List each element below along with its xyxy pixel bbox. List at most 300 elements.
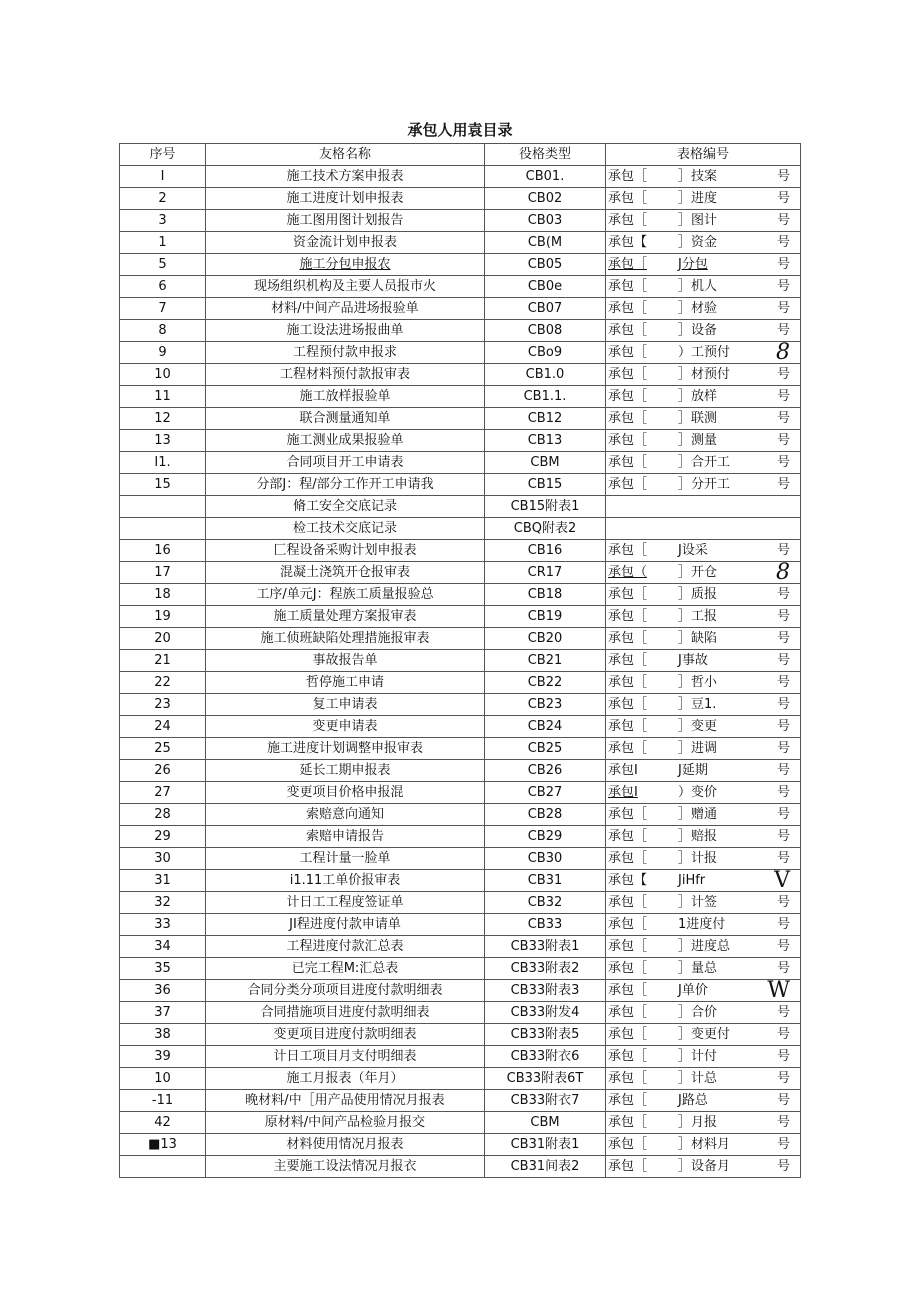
form-type: CB27 xyxy=(485,782,606,804)
form-number xyxy=(606,1112,801,1134)
form-number-prefix: 承包［ xyxy=(608,411,648,426)
form-type: CB29 xyxy=(485,826,606,848)
row-index: 21 xyxy=(120,650,206,672)
row-index: 10 xyxy=(120,364,206,386)
form-number-prefix: 承包［ xyxy=(608,609,648,624)
form-number xyxy=(606,386,801,408)
form-type: CB33 xyxy=(485,914,606,936)
form-number xyxy=(606,474,801,496)
form-name: 施工进度计划申报表 xyxy=(206,188,485,210)
form-number-suffix: 号 xyxy=(776,213,790,228)
form-number-code: ］哲小 xyxy=(678,675,718,690)
form-name: 原材料/中间产品检验月报交 xyxy=(206,1112,485,1134)
row-index: 18 xyxy=(120,584,206,606)
form-number-code: ］材料月 xyxy=(678,1137,731,1152)
table-row xyxy=(120,584,801,606)
form-number xyxy=(606,1068,801,1090)
form-type: CB33附衣7 xyxy=(485,1090,606,1112)
form-number-prefix: 承包［ xyxy=(608,587,648,602)
table-row xyxy=(120,430,801,452)
form-number xyxy=(606,254,801,276)
form-number-code: ］联测 xyxy=(678,411,718,426)
form-type: CB23 xyxy=(485,694,606,716)
form-name: 事故报告单 xyxy=(206,650,485,672)
form-number xyxy=(606,672,801,694)
form-type: CB16 xyxy=(485,540,606,562)
form-number-prefix: 承包［ xyxy=(608,169,648,184)
form-type: CB1.1. xyxy=(485,386,606,408)
header-form-type: 役格类型 xyxy=(485,144,606,166)
table-row xyxy=(120,562,801,584)
table-row xyxy=(120,342,801,364)
form-name: 资金流计划申报表 xyxy=(206,232,485,254)
table-row xyxy=(120,848,801,870)
form-name: 施工质量处理方案报审表 xyxy=(206,606,485,628)
form-type: CB05 xyxy=(485,254,606,276)
form-number-code: ］赠通 xyxy=(678,807,718,822)
row-index: 34 xyxy=(120,936,206,958)
table-row xyxy=(120,738,801,760)
form-number-code: ］合价 xyxy=(678,1005,718,1020)
row-index: ■13 xyxy=(120,1134,206,1156)
form-number-code: ］缺陷 xyxy=(678,631,718,646)
form-name: 哲停施工申请 xyxy=(206,672,485,694)
row-index: 16 xyxy=(120,540,206,562)
form-number-suffix: 号 xyxy=(776,917,790,932)
form-number-code: ］量总 xyxy=(678,961,718,976)
form-number-suffix: 号 xyxy=(776,829,790,844)
form-number-suffix: 号 xyxy=(776,609,790,624)
form-type: CBo9 xyxy=(485,342,606,364)
form-type: CB30 xyxy=(485,848,606,870)
form-number-suffix: 8 xyxy=(776,341,790,364)
form-number-code: J设采 xyxy=(678,543,708,558)
form-number-code: ］机人 xyxy=(678,279,718,294)
table-row xyxy=(120,188,801,210)
table-row xyxy=(120,892,801,914)
form-number-suffix: 号 xyxy=(776,675,790,690)
form-number-prefix: 承包［ xyxy=(608,191,648,206)
form-number xyxy=(606,914,801,936)
form-type: CB21 xyxy=(485,650,606,672)
form-name: 变更项目价格申报混 xyxy=(206,782,485,804)
table-row xyxy=(120,298,801,320)
form-number xyxy=(606,870,801,892)
form-number xyxy=(606,540,801,562)
form-number xyxy=(606,562,801,584)
form-name: 联合测量通知单 xyxy=(206,408,485,430)
form-type: CB15 xyxy=(485,474,606,496)
form-number-suffix: 号 xyxy=(776,1093,790,1108)
form-number-code: ］技案 xyxy=(678,169,718,184)
row-index: 25 xyxy=(120,738,206,760)
form-type: CBQ附表2 xyxy=(485,518,606,540)
form-number-code: ］设备月 xyxy=(678,1159,731,1174)
form-number xyxy=(606,892,801,914)
form-number xyxy=(606,584,801,606)
form-number-code: ］计付 xyxy=(678,1049,718,1064)
row-index: 27 xyxy=(120,782,206,804)
row-index: 5 xyxy=(120,254,206,276)
table-row xyxy=(120,1068,801,1090)
form-name: 工序/单元J：程族工质量报验总 xyxy=(206,584,485,606)
form-number-prefix: 承包［ xyxy=(608,631,648,646)
form-name: 复工申请表 xyxy=(206,694,485,716)
form-number-code: ］测量 xyxy=(678,433,718,448)
form-number-suffix: 号 xyxy=(776,851,790,866)
form-name: 计日工工程度签证单 xyxy=(206,892,485,914)
form-number-code: J分包 xyxy=(678,257,708,272)
table-row xyxy=(120,606,801,628)
form-number-suffix: 号 xyxy=(776,1005,790,1020)
form-type: CB13 xyxy=(485,430,606,452)
form-number-code: JiHfr xyxy=(678,873,706,888)
form-number-suffix: 号 xyxy=(776,301,790,316)
form-number-suffix: 号 xyxy=(776,279,790,294)
row-index xyxy=(120,496,206,518)
form-number-code: ］材验 xyxy=(678,301,718,316)
table-row xyxy=(120,782,801,804)
form-type: CB08 xyxy=(485,320,606,342)
form-number-prefix: 承包［ xyxy=(608,675,648,690)
row-index: 32 xyxy=(120,892,206,914)
form-number-code: ］计总 xyxy=(678,1071,718,1086)
form-number-suffix: 号 xyxy=(776,807,790,822)
form-number xyxy=(606,232,801,254)
form-name: 晚材料/中［用产品使用情况月报表 xyxy=(206,1090,485,1112)
row-index: 30 xyxy=(120,848,206,870)
table-row xyxy=(120,276,801,298)
form-name: 施工技术方案申报表 xyxy=(206,166,485,188)
row-index: 35 xyxy=(120,958,206,980)
table-row xyxy=(120,320,801,342)
form-number-suffix: 号 xyxy=(776,367,790,382)
form-number-prefix: 承包［ xyxy=(608,741,648,756)
form-number-prefix: 承包［ xyxy=(608,323,648,338)
form-type: CB33附表3 xyxy=(485,980,606,1002)
row-index: 20 xyxy=(120,628,206,650)
form-number-prefix: 承包【 xyxy=(608,235,648,250)
form-number-code: ］放样 xyxy=(678,389,718,404)
form-number-suffix: 号 xyxy=(776,587,790,602)
form-name: 主要施工设法情况月报衣 xyxy=(206,1156,485,1178)
row-index: I1. xyxy=(120,452,206,474)
form-type: CB15附表1 xyxy=(485,496,606,518)
form-number xyxy=(606,716,801,738)
form-type: CB03 xyxy=(485,210,606,232)
form-number-prefix: 承包［ xyxy=(608,1093,648,1108)
form-name: 索赔意向通知 xyxy=(206,804,485,826)
form-number-code: ］开仓 xyxy=(678,565,718,580)
form-number-code: ］质报 xyxy=(678,587,718,602)
form-number-prefix: 承包I xyxy=(608,785,638,800)
table-row xyxy=(120,826,801,848)
table-row xyxy=(120,474,801,496)
form-number xyxy=(606,298,801,320)
form-type: CB0e xyxy=(485,276,606,298)
form-number-suffix: 号 xyxy=(776,939,790,954)
form-name: 变更申请表 xyxy=(206,716,485,738)
form-type: CB26 xyxy=(485,760,606,782)
table-row xyxy=(120,1112,801,1134)
form-number-prefix: 承包［ xyxy=(608,477,648,492)
form-type: CB33附表1 xyxy=(485,936,606,958)
form-type: CB31间表2 xyxy=(485,1156,606,1178)
form-number-suffix: 号 xyxy=(776,389,790,404)
table-row xyxy=(120,166,801,188)
form-number xyxy=(606,826,801,848)
row-index: 38 xyxy=(120,1024,206,1046)
form-name: 施工测业成果报验单 xyxy=(206,430,485,452)
row-index: 3 xyxy=(120,210,206,232)
form-number-suffix: 号 xyxy=(776,631,790,646)
form-number-code: ］设备 xyxy=(678,323,718,338)
form-type: CB07 xyxy=(485,298,606,320)
row-index: 17 xyxy=(120,562,206,584)
form-number-code: ］图计 xyxy=(678,213,718,228)
row-index: -11 xyxy=(120,1090,206,1112)
form-name: 工程进度付款汇总表 xyxy=(206,936,485,958)
form-name: 材料使用情况月报表 xyxy=(206,1134,485,1156)
row-index xyxy=(120,518,206,540)
form-name: 工程计量一脸单 xyxy=(206,848,485,870)
form-number-code: J事故 xyxy=(678,653,708,668)
form-number-prefix: 承包［ xyxy=(608,851,648,866)
form-name: 现场组织机构及主要人员报市火 xyxy=(206,276,485,298)
form-name: 施工图用图计划报告 xyxy=(206,210,485,232)
form-number-prefix: 承包［ xyxy=(608,1027,648,1042)
form-number xyxy=(606,1002,801,1024)
form-number-code: ］月报 xyxy=(678,1115,718,1130)
table-row xyxy=(120,408,801,430)
row-index: 15 xyxy=(120,474,206,496)
form-number xyxy=(606,276,801,298)
form-number-suffix: 号 xyxy=(776,191,790,206)
form-number xyxy=(606,804,801,826)
row-index: 9 xyxy=(120,342,206,364)
form-number xyxy=(606,1024,801,1046)
form-type: CB19 xyxy=(485,606,606,628)
form-number xyxy=(606,364,801,386)
form-number-prefix: 承包［ xyxy=(608,697,648,712)
row-index: 42 xyxy=(120,1112,206,1134)
form-name: JI程进度付款申请单 xyxy=(206,914,485,936)
form-number xyxy=(606,342,801,364)
form-number-suffix: 号 xyxy=(776,961,790,976)
form-number-prefix: 承包［ xyxy=(608,389,648,404)
table-row xyxy=(120,694,801,716)
form-number xyxy=(606,980,801,1002)
form-name: 合同措施项目进度付款明细表 xyxy=(206,1002,485,1024)
form-name: 施工分包申报农 xyxy=(206,254,485,276)
row-index: 8 xyxy=(120,320,206,342)
form-type: CR17 xyxy=(485,562,606,584)
table-row xyxy=(120,496,801,518)
form-number-suffix: 号 xyxy=(776,543,790,558)
table-row xyxy=(120,1002,801,1024)
table-row xyxy=(120,804,801,826)
form-name: 延长工期申报表 xyxy=(206,760,485,782)
form-number-prefix: 承包［ xyxy=(608,1159,648,1174)
form-number-prefix: 承包［ xyxy=(608,917,648,932)
form-number-suffix: 号 xyxy=(776,477,790,492)
form-number xyxy=(606,166,801,188)
form-type: CB12 xyxy=(485,408,606,430)
table-row xyxy=(120,1090,801,1112)
table-row xyxy=(120,716,801,738)
row-index: I xyxy=(120,166,206,188)
form-number xyxy=(606,650,801,672)
form-number xyxy=(606,1134,801,1156)
row-index: 37 xyxy=(120,1002,206,1024)
form-number-code: ）变价 xyxy=(678,785,718,800)
document-title: 承包人用袁目录 xyxy=(407,121,513,139)
row-index: 28 xyxy=(120,804,206,826)
row-index: 12 xyxy=(120,408,206,430)
row-index: 7 xyxy=(120,298,206,320)
form-number-prefix: 承包（ xyxy=(608,565,648,580)
form-name: 施工进度计划调整申报审表 xyxy=(206,738,485,760)
form-number-prefix: 承包［ xyxy=(608,279,648,294)
form-name: 计日工项目月支付明细表 xyxy=(206,1046,485,1068)
form-number-suffix: 号 xyxy=(776,1027,790,1042)
form-number-code: ）工预付 xyxy=(678,345,731,360)
form-number-suffix: 号 xyxy=(776,323,790,338)
form-type: CB20 xyxy=(485,628,606,650)
form-number-code: ］进调 xyxy=(678,741,718,756)
form-number xyxy=(606,210,801,232)
table-row xyxy=(120,210,801,232)
form-number-suffix: 号 xyxy=(776,763,790,778)
form-number-code: J路总 xyxy=(678,1093,708,1108)
form-number xyxy=(606,496,801,518)
row-index: 6 xyxy=(120,276,206,298)
table-row xyxy=(120,672,801,694)
form-type: CB31附表1 xyxy=(485,1134,606,1156)
form-number-suffix: 号 xyxy=(776,1049,790,1064)
header-form-name: 友格名称 xyxy=(206,144,485,166)
table-header-row xyxy=(120,144,801,166)
table-row xyxy=(120,870,801,892)
form-number-prefix: 承包［ xyxy=(608,1137,648,1152)
form-number xyxy=(606,738,801,760)
row-index: 36 xyxy=(120,980,206,1002)
form-number-prefix: 承包［ xyxy=(608,367,648,382)
form-number-suffix: W xyxy=(767,979,790,1002)
form-number-prefix: 承包［ xyxy=(608,433,648,448)
form-number xyxy=(606,760,801,782)
table-row xyxy=(120,936,801,958)
form-number xyxy=(606,320,801,342)
table-row xyxy=(120,914,801,936)
form-name: 混凝土浇筑开仓报审表 xyxy=(206,562,485,584)
row-index: 22 xyxy=(120,672,206,694)
form-number xyxy=(606,188,801,210)
row-index: 33 xyxy=(120,914,206,936)
form-number-suffix: 号 xyxy=(776,455,790,470)
table-row xyxy=(120,1134,801,1156)
form-number xyxy=(606,694,801,716)
form-type: CB31 xyxy=(485,870,606,892)
row-index: 24 xyxy=(120,716,206,738)
form-type: CB33附表6T xyxy=(485,1068,606,1090)
form-type: CB01. xyxy=(485,166,606,188)
form-name: 施工设法进场报曲单 xyxy=(206,320,485,342)
table-row xyxy=(120,364,801,386)
form-number-code: J单价 xyxy=(678,983,708,998)
form-number xyxy=(606,408,801,430)
form-number-suffix: 号 xyxy=(776,785,790,800)
form-name: 工程材料预付款报审表 xyxy=(206,364,485,386)
form-number-suffix: 号 xyxy=(776,1115,790,1130)
row-index: 2 xyxy=(120,188,206,210)
table-row xyxy=(120,958,801,980)
form-name: 施工侦班缺陷处理措施报审表 xyxy=(206,628,485,650)
form-name: 索赔申请报告 xyxy=(206,826,485,848)
form-type: CB18 xyxy=(485,584,606,606)
form-number-suffix: 号 xyxy=(776,433,790,448)
form-number-code: ］计报 xyxy=(678,851,718,866)
form-number-suffix: 8 xyxy=(776,561,790,584)
form-number-prefix: 承包［ xyxy=(608,1115,648,1130)
form-number-suffix: 号 xyxy=(776,257,790,272)
table-row xyxy=(120,1046,801,1068)
form-type: CB1.0 xyxy=(485,364,606,386)
table-row xyxy=(120,760,801,782)
table-row xyxy=(120,518,801,540)
table-row xyxy=(120,1156,801,1178)
form-number-code: ］材预付 xyxy=(678,367,731,382)
row-index: 23 xyxy=(120,694,206,716)
form-number-code: ］工报 xyxy=(678,609,718,624)
table-row xyxy=(120,540,801,562)
row-index: 11 xyxy=(120,386,206,408)
form-number-prefix: 承包【 xyxy=(608,873,648,888)
row-index: 10 xyxy=(120,1068,206,1090)
form-number-suffix: 号 xyxy=(776,895,790,910)
row-index: 1 xyxy=(120,232,206,254)
form-number xyxy=(606,782,801,804)
form-number-suffix: 号 xyxy=(776,697,790,712)
table-row xyxy=(120,232,801,254)
form-type: CBM xyxy=(485,452,606,474)
form-number-prefix: 承包［ xyxy=(608,939,648,954)
row-index: 29 xyxy=(120,826,206,848)
form-number-code: ］资金 xyxy=(678,235,718,250)
form-number-prefix: 承包［ xyxy=(608,807,648,822)
row-index: 26 xyxy=(120,760,206,782)
form-type: CB33附表5 xyxy=(485,1024,606,1046)
form-number-prefix: 承包［ xyxy=(608,455,648,470)
form-number-prefix: 承包［ xyxy=(608,345,648,360)
form-name: 施工月报表（年月） xyxy=(206,1068,485,1090)
form-number-code: ］计签 xyxy=(678,895,718,910)
form-number-prefix: 承包［ xyxy=(608,1005,648,1020)
form-name: 材料/中间产品进场报验单 xyxy=(206,298,485,320)
row-index: 13 xyxy=(120,430,206,452)
form-type: CB32 xyxy=(485,892,606,914)
form-name: 匚程设备采购计划申报表 xyxy=(206,540,485,562)
form-number-prefix: 承包［ xyxy=(608,1071,648,1086)
form-number-suffix: 号 xyxy=(776,169,790,184)
form-number-code: ］豆1. xyxy=(678,697,717,712)
form-number-code: J延期 xyxy=(678,763,708,778)
form-number xyxy=(606,936,801,958)
form-number-code: ］进度 xyxy=(678,191,718,206)
form-number xyxy=(606,1046,801,1068)
form-number-code: ］分开工 xyxy=(678,477,731,492)
form-number-suffix: 号 xyxy=(776,411,790,426)
